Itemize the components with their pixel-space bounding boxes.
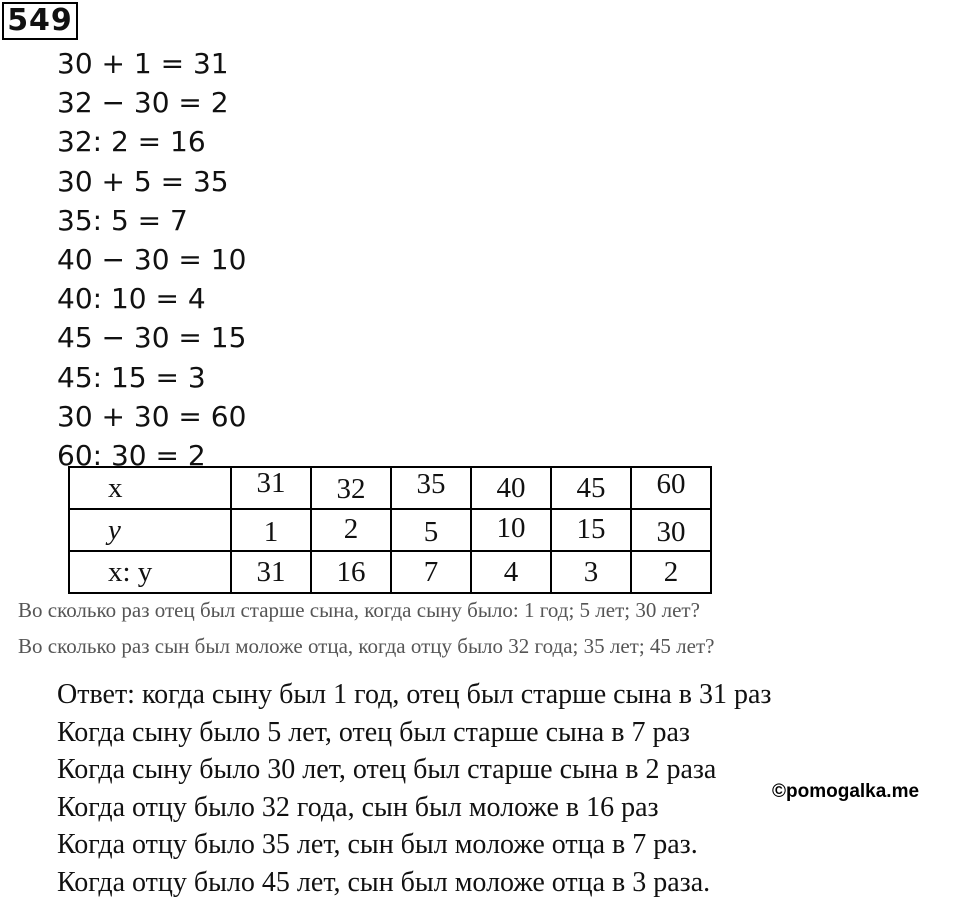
answer-line: Когда отцу было 45 лет, сын был моложе отца в 3 раза. — [57, 866, 711, 898]
table-cell — [231, 551, 311, 593]
table-cell — [231, 509, 311, 551]
table-cell — [391, 551, 471, 593]
table-cell — [551, 467, 631, 509]
row-label-x: x — [69, 467, 231, 509]
equation-line: 35: 5 = 7 — [57, 203, 188, 237]
answer-line: Когда отцу было 32 года, сын был моложе в 16 раз — [57, 791, 659, 823]
equation-line: 30 + 5 = 35 — [57, 164, 229, 198]
table-row-x — [69, 467, 711, 509]
cell-value: 31 — [256, 466, 286, 499]
answer-line: Когда сыну было 5 лет, отец был старше сына в 7 раз — [57, 716, 690, 748]
table-cell — [231, 467, 311, 509]
cell-value: 30 — [656, 515, 686, 548]
problem-number: 549 — [2, 2, 78, 40]
answer-list — [57, 676, 771, 901]
cell-value: 35 — [416, 467, 446, 500]
row-label-y: y — [69, 509, 231, 551]
cell-value: 32 — [336, 472, 366, 505]
table-cell — [311, 509, 391, 551]
equation-line: 30 + 1 = 31 — [57, 47, 229, 80]
table-cell — [631, 467, 711, 509]
cell-value: 40 — [496, 471, 526, 504]
table-cell — [631, 509, 711, 551]
answer-line: Ответ: когда сыну был 1 год, отец был старше сына в 31 раз — [57, 679, 772, 710]
cell-value: 10 — [496, 511, 526, 544]
table-cell — [631, 551, 711, 593]
cell-value: 16 — [336, 555, 366, 588]
equation-line: 32 − 30 = 2 — [57, 86, 229, 120]
equation-line: 40 − 30 = 10 — [57, 242, 247, 276]
cell-value: 2 — [343, 512, 359, 545]
table-cell — [311, 551, 391, 593]
cell-value: 3 — [583, 555, 599, 588]
cell-value: 15 — [576, 512, 606, 545]
table-row-ratio — [69, 551, 711, 593]
equation-line: 32: 2 = 16 — [57, 125, 206, 159]
table-cell — [551, 509, 631, 551]
equation-line: 45 − 30 = 15 — [57, 321, 247, 355]
cell-value: 1 — [263, 515, 279, 548]
table-cell — [311, 467, 391, 509]
question-line: Во сколько раз сын был моложе отца, когда отцу было 32 года; 35 лет; 45 лет? — [18, 634, 715, 658]
answer-line: Когда сыну было 30 лет, отец был старше сына в 2 раза — [57, 754, 717, 785]
table-cell — [471, 509, 551, 551]
table-row-y — [69, 509, 711, 551]
table-cell — [391, 509, 471, 551]
cell-value: 60 — [656, 467, 686, 500]
equation-list — [57, 44, 246, 475]
equation-line: 60: 30 = 2 — [57, 438, 206, 472]
cell-value: 4 — [503, 555, 519, 588]
table-cell — [551, 551, 631, 593]
cell-value: 45 — [576, 471, 606, 504]
values-table — [68, 466, 712, 594]
cell-value: 2 — [663, 555, 679, 588]
cell-value: 31 — [256, 555, 286, 588]
table-cell — [391, 467, 471, 509]
question-line: Во сколько раз отец был старше сына, когда сыну было: 1 год; 5 лет; 30 лет? — [18, 598, 700, 622]
equation-line: 40: 10 = 4 — [57, 282, 206, 316]
watermark: ©pomogalka.me — [772, 781, 920, 802]
equation-line: 45: 15 = 3 — [57, 360, 206, 394]
table-cell — [471, 467, 551, 509]
row-label-ratio: x: y — [69, 551, 231, 593]
cell-value: 7 — [423, 555, 439, 588]
equation-line: 30 + 30 = 60 — [57, 399, 247, 433]
cell-value: 5 — [423, 515, 439, 548]
table-cell — [471, 551, 551, 593]
answer-line: Когда отцу было 35 лет, сын был моложе отца в 7 раз. — [57, 829, 698, 860]
